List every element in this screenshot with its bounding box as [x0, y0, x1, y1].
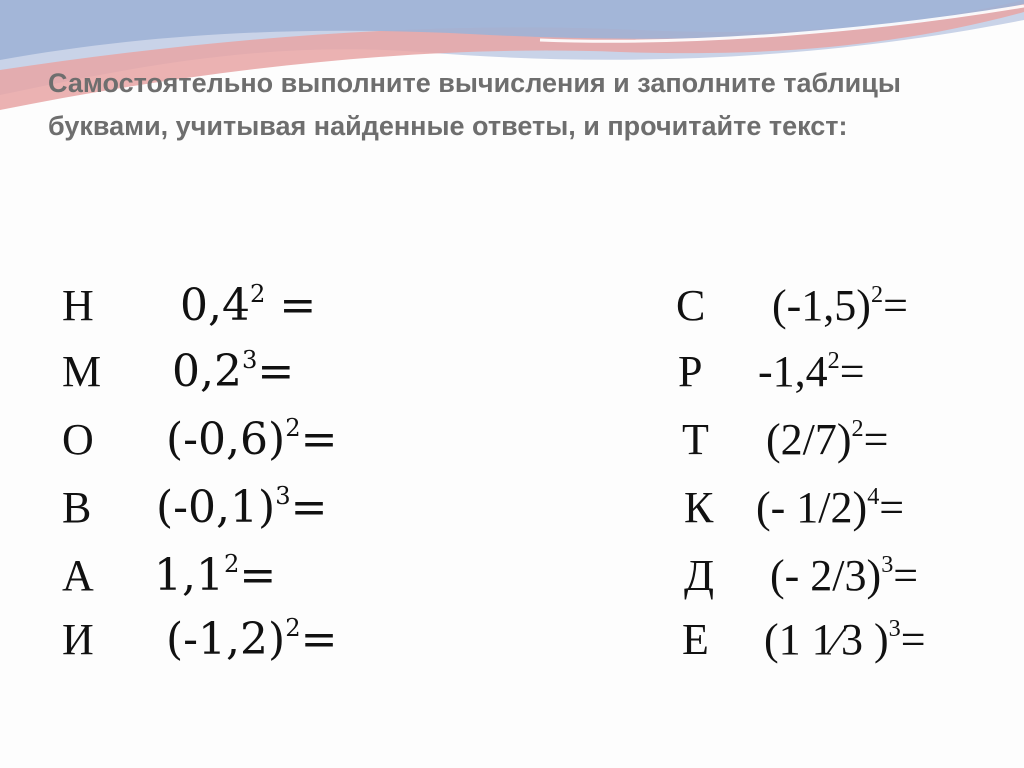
letter: В	[62, 483, 92, 532]
letter: Д	[684, 551, 715, 600]
right-row-1	[676, 280, 996, 340]
letter: И	[62, 615, 94, 664]
left-row-1	[62, 280, 392, 340]
letter: Т	[682, 415, 709, 464]
letter: О	[62, 415, 94, 464]
right-row-5	[684, 550, 1004, 610]
expression: $(-1,2)^2=$	[166, 613, 338, 665]
expression: $0,4^2$ =	[180, 279, 317, 331]
expression: $(-1,5)^2=$	[772, 280, 908, 330]
right-row-4	[684, 482, 1004, 542]
slide-title: Самостоятельно выполните вычисления и заполните таблицы буквами, учитывая найденные ответы, и прочитайте текст:	[48, 68, 901, 141]
right-row-3	[682, 414, 1002, 474]
expression: (1 1⁄3 )$^3$=	[764, 614, 926, 664]
expression: (- 2/3)$^3$=	[770, 550, 919, 600]
letter: К	[684, 483, 714, 532]
right-row-2	[678, 346, 998, 406]
letter: Е	[682, 615, 709, 664]
letter: Р	[678, 347, 703, 396]
expression: $(2/7)^2=$	[766, 414, 889, 464]
right-row-6	[682, 614, 1002, 674]
expression: $-1,4^2=$	[758, 346, 865, 396]
letter: А	[62, 551, 94, 600]
expression: (- 1/2)$^4$=	[756, 482, 905, 532]
letter: С	[676, 281, 706, 330]
left-row-6	[62, 614, 392, 674]
expression: $(-0,1)^3=$	[156, 481, 328, 533]
left-row-4	[62, 482, 392, 542]
expression: $1,1^2=$	[154, 549, 277, 601]
left-row-5	[62, 550, 392, 610]
letter: М	[62, 347, 102, 396]
expression: $(-0,6)^2=$	[166, 413, 338, 465]
letter: Н	[62, 281, 94, 330]
left-row-2	[62, 346, 392, 406]
left-row-3	[62, 414, 392, 474]
expression: $0,2^3=$	[172, 345, 295, 397]
